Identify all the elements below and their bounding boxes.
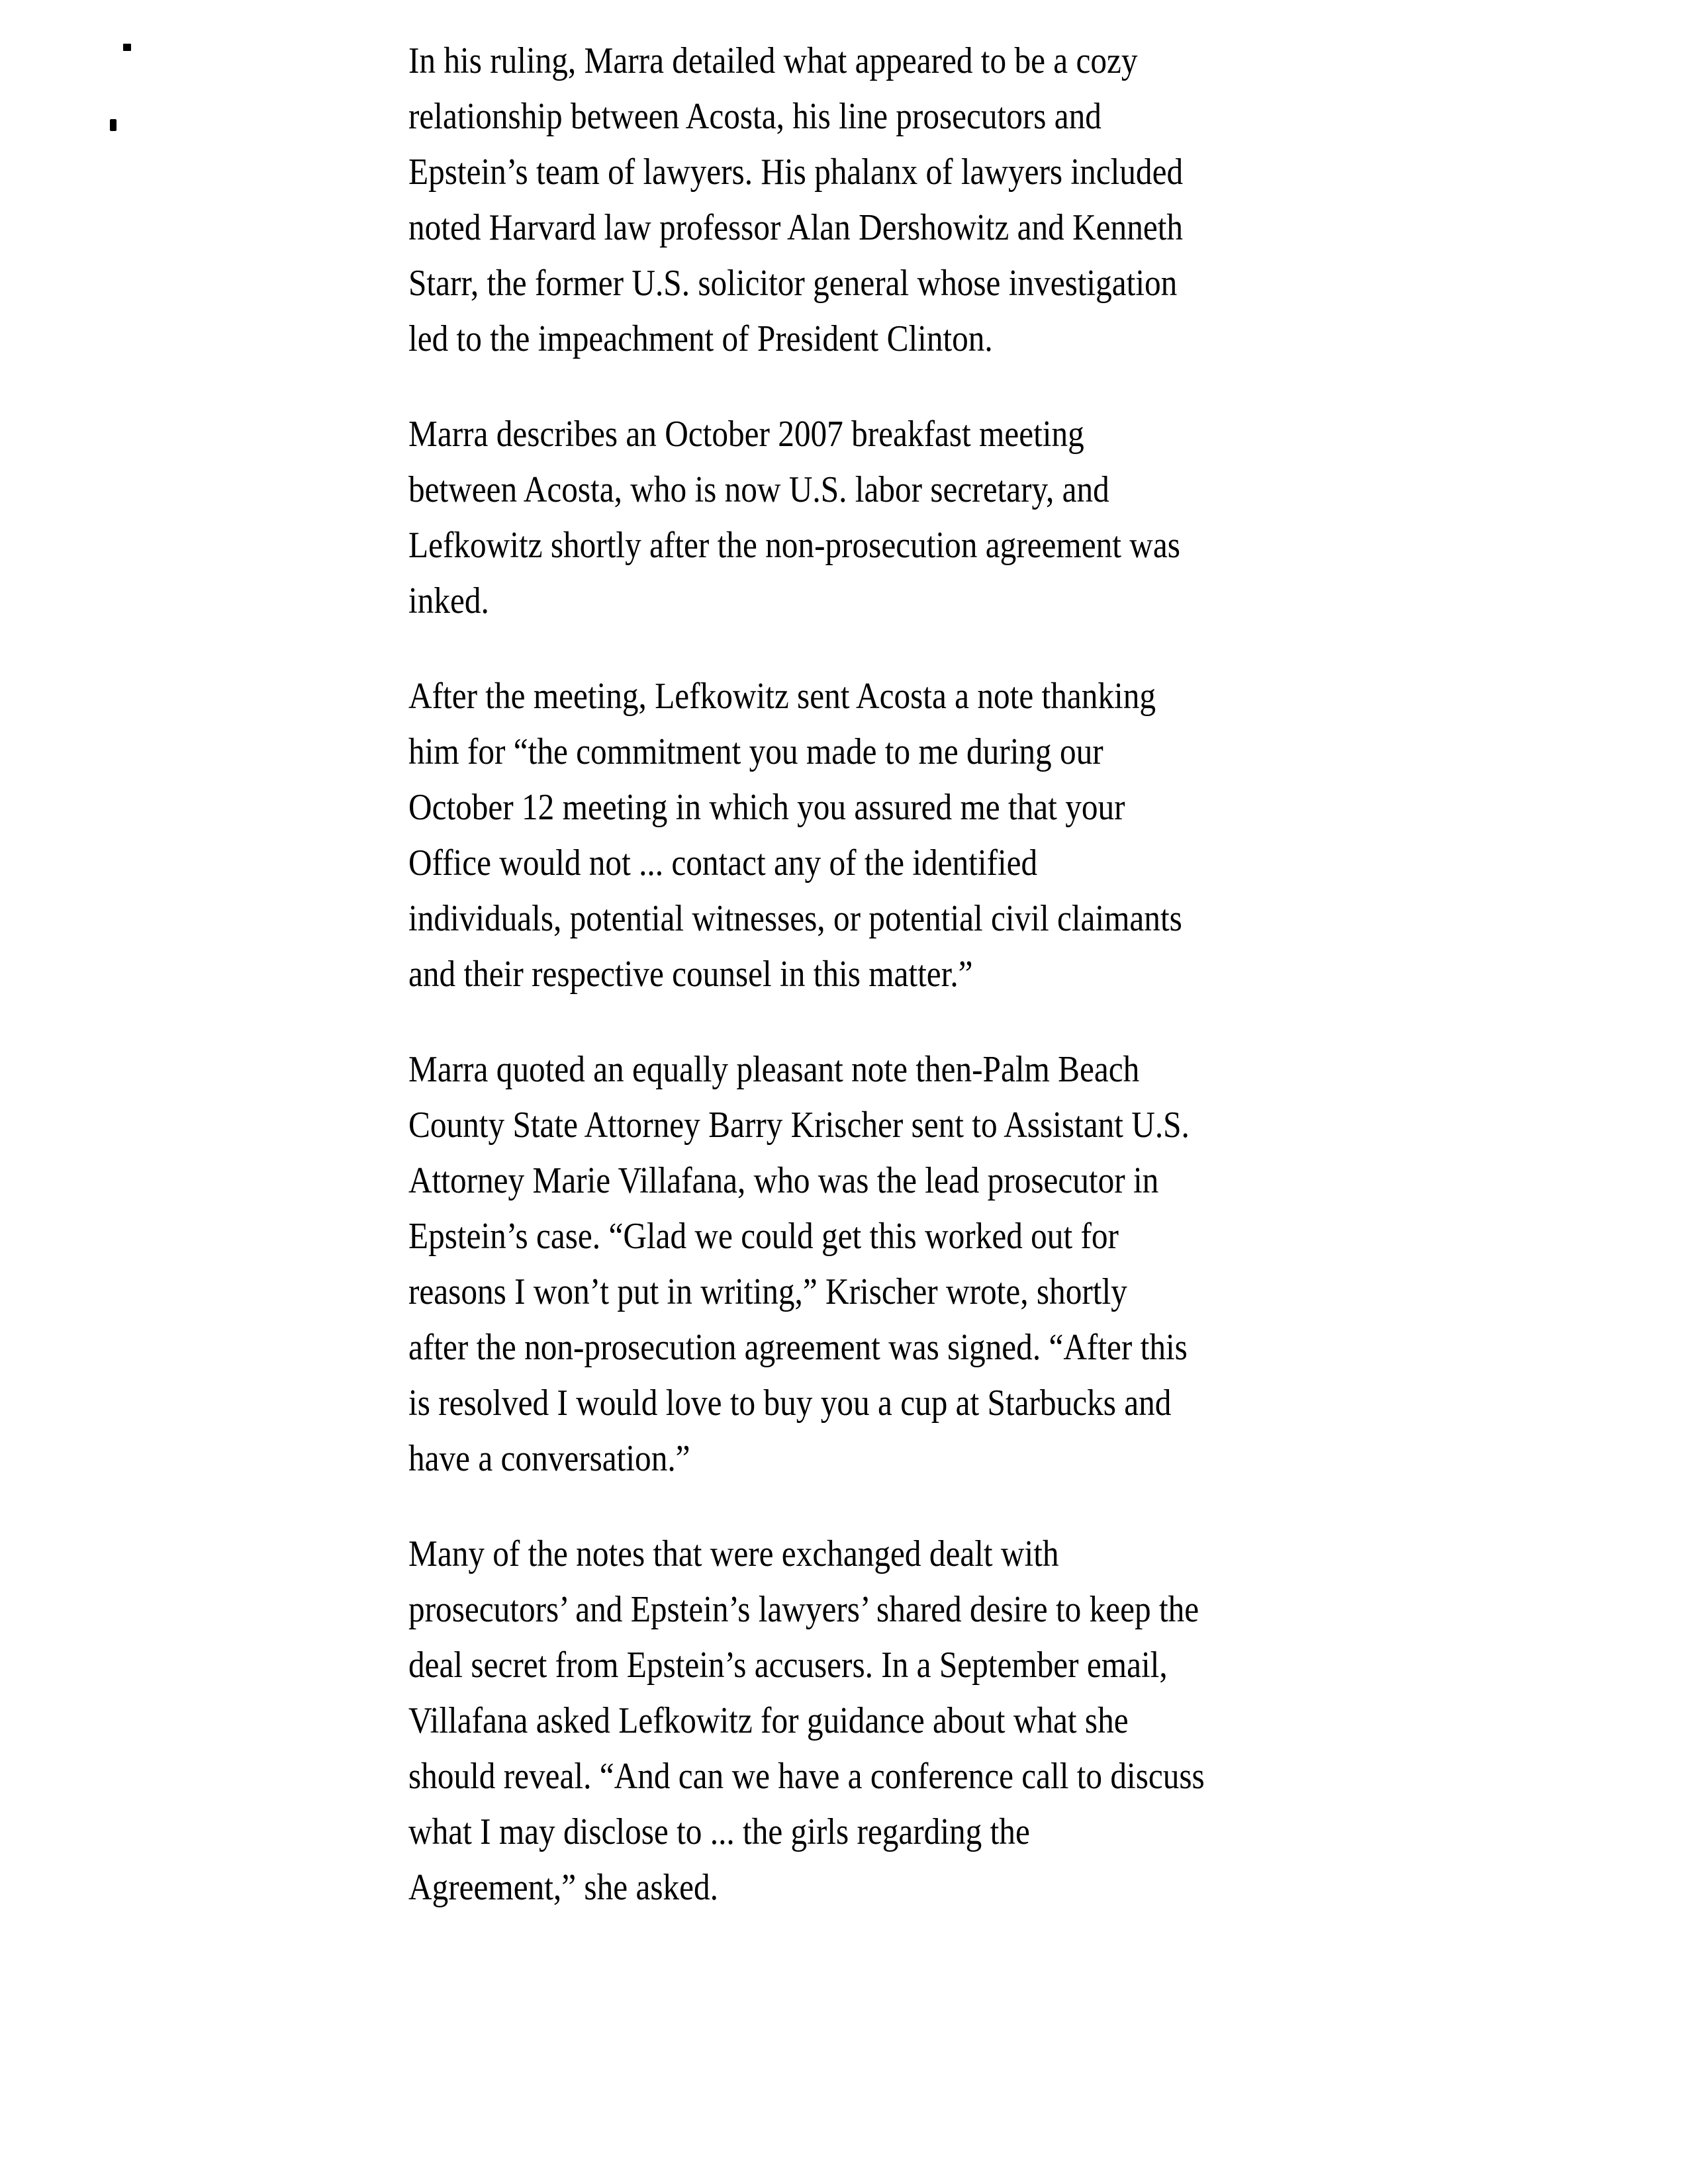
text-line: relationship between Acosta, his line prosecutors and: [408, 96, 1102, 137]
article-body: [408, 33, 1399, 1955]
text-line: what I may disclose to ... the girls regarding the: [408, 1811, 1030, 1852]
text-line: Epstein’s team of lawyers. His phalanx of lawyers included: [408, 152, 1184, 193]
text-line: Many of the notes that were exchanged dealt with: [408, 1533, 1059, 1574]
paragraph: [408, 406, 1399, 629]
text-line: inked.: [408, 580, 489, 621]
text-line: Lefkowitz shortly after the non-prosecution agreement was: [408, 525, 1180, 566]
text-line: after the non-prosecution agreement was signed. “After this: [408, 1327, 1188, 1368]
text-line: is resolved I would love to buy you a cup at Starbucks and: [408, 1383, 1172, 1424]
text-line: County State Attorney Barry Krischer sent to Assistant U.S.: [408, 1105, 1190, 1146]
text-line: prosecutors’ and Epstein’s lawyers’ shared desire to keep the: [408, 1589, 1199, 1630]
text-line: him for “the commitment you made to me during our: [408, 731, 1103, 772]
text-line: should reveal. “And can we have a conference call to discuss: [408, 1756, 1205, 1797]
text-line: Marra quoted an equally pleasant note then-Palm Beach: [408, 1049, 1140, 1090]
text-line: Office would not ... contact any of the identified: [408, 842, 1038, 884]
text-line: October 12 meeting in which you assured me that your: [408, 787, 1125, 828]
text-line: individuals, potential witnesses, or potential civil claimants: [408, 898, 1182, 939]
text-line: noted Harvard law professor Alan Dershowitz and Kenneth: [408, 207, 1184, 248]
text-line: In his ruling, Marra detailed what appeared to be a cozy: [408, 40, 1138, 81]
ink-speck-icon: [110, 119, 117, 131]
ink-speck-icon: [123, 44, 131, 51]
paragraph: [408, 668, 1399, 1002]
text-line: deal secret from Epstein’s accusers. In a September email,: [408, 1645, 1168, 1686]
text-line: led to the impeachment of President Clinton.: [408, 318, 993, 359]
paragraph: [408, 1042, 1399, 1486]
text-line: and their respective counsel in this matter.”: [408, 954, 973, 995]
paragraph: [408, 33, 1399, 367]
text-line: Villafana asked Lefkowitz for guidance about what she: [408, 1700, 1129, 1741]
paragraph: [408, 1526, 1399, 1915]
text-line: between Acosta, who is now U.S. labor secretary, and: [408, 469, 1109, 510]
text-line: Starr, the former U.S. solicitor general whose investigation: [408, 263, 1178, 304]
text-line: reasons I won’t put in writing,” Krischer wrote, shortly: [408, 1271, 1127, 1312]
text-line: Marra describes an October 2007 breakfast meeting: [408, 414, 1084, 455]
text-line: Epstein’s case. “Glad we could get this worked out for: [408, 1216, 1119, 1257]
text-line: After the meeting, Lefkowitz sent Acosta a note thanking: [408, 676, 1156, 717]
text-line: Agreement,” she asked.: [408, 1867, 718, 1908]
text-line: have a conversation.”: [408, 1438, 690, 1479]
text-line: Attorney Marie Villafana, who was the lead prosecutor in: [408, 1160, 1159, 1201]
